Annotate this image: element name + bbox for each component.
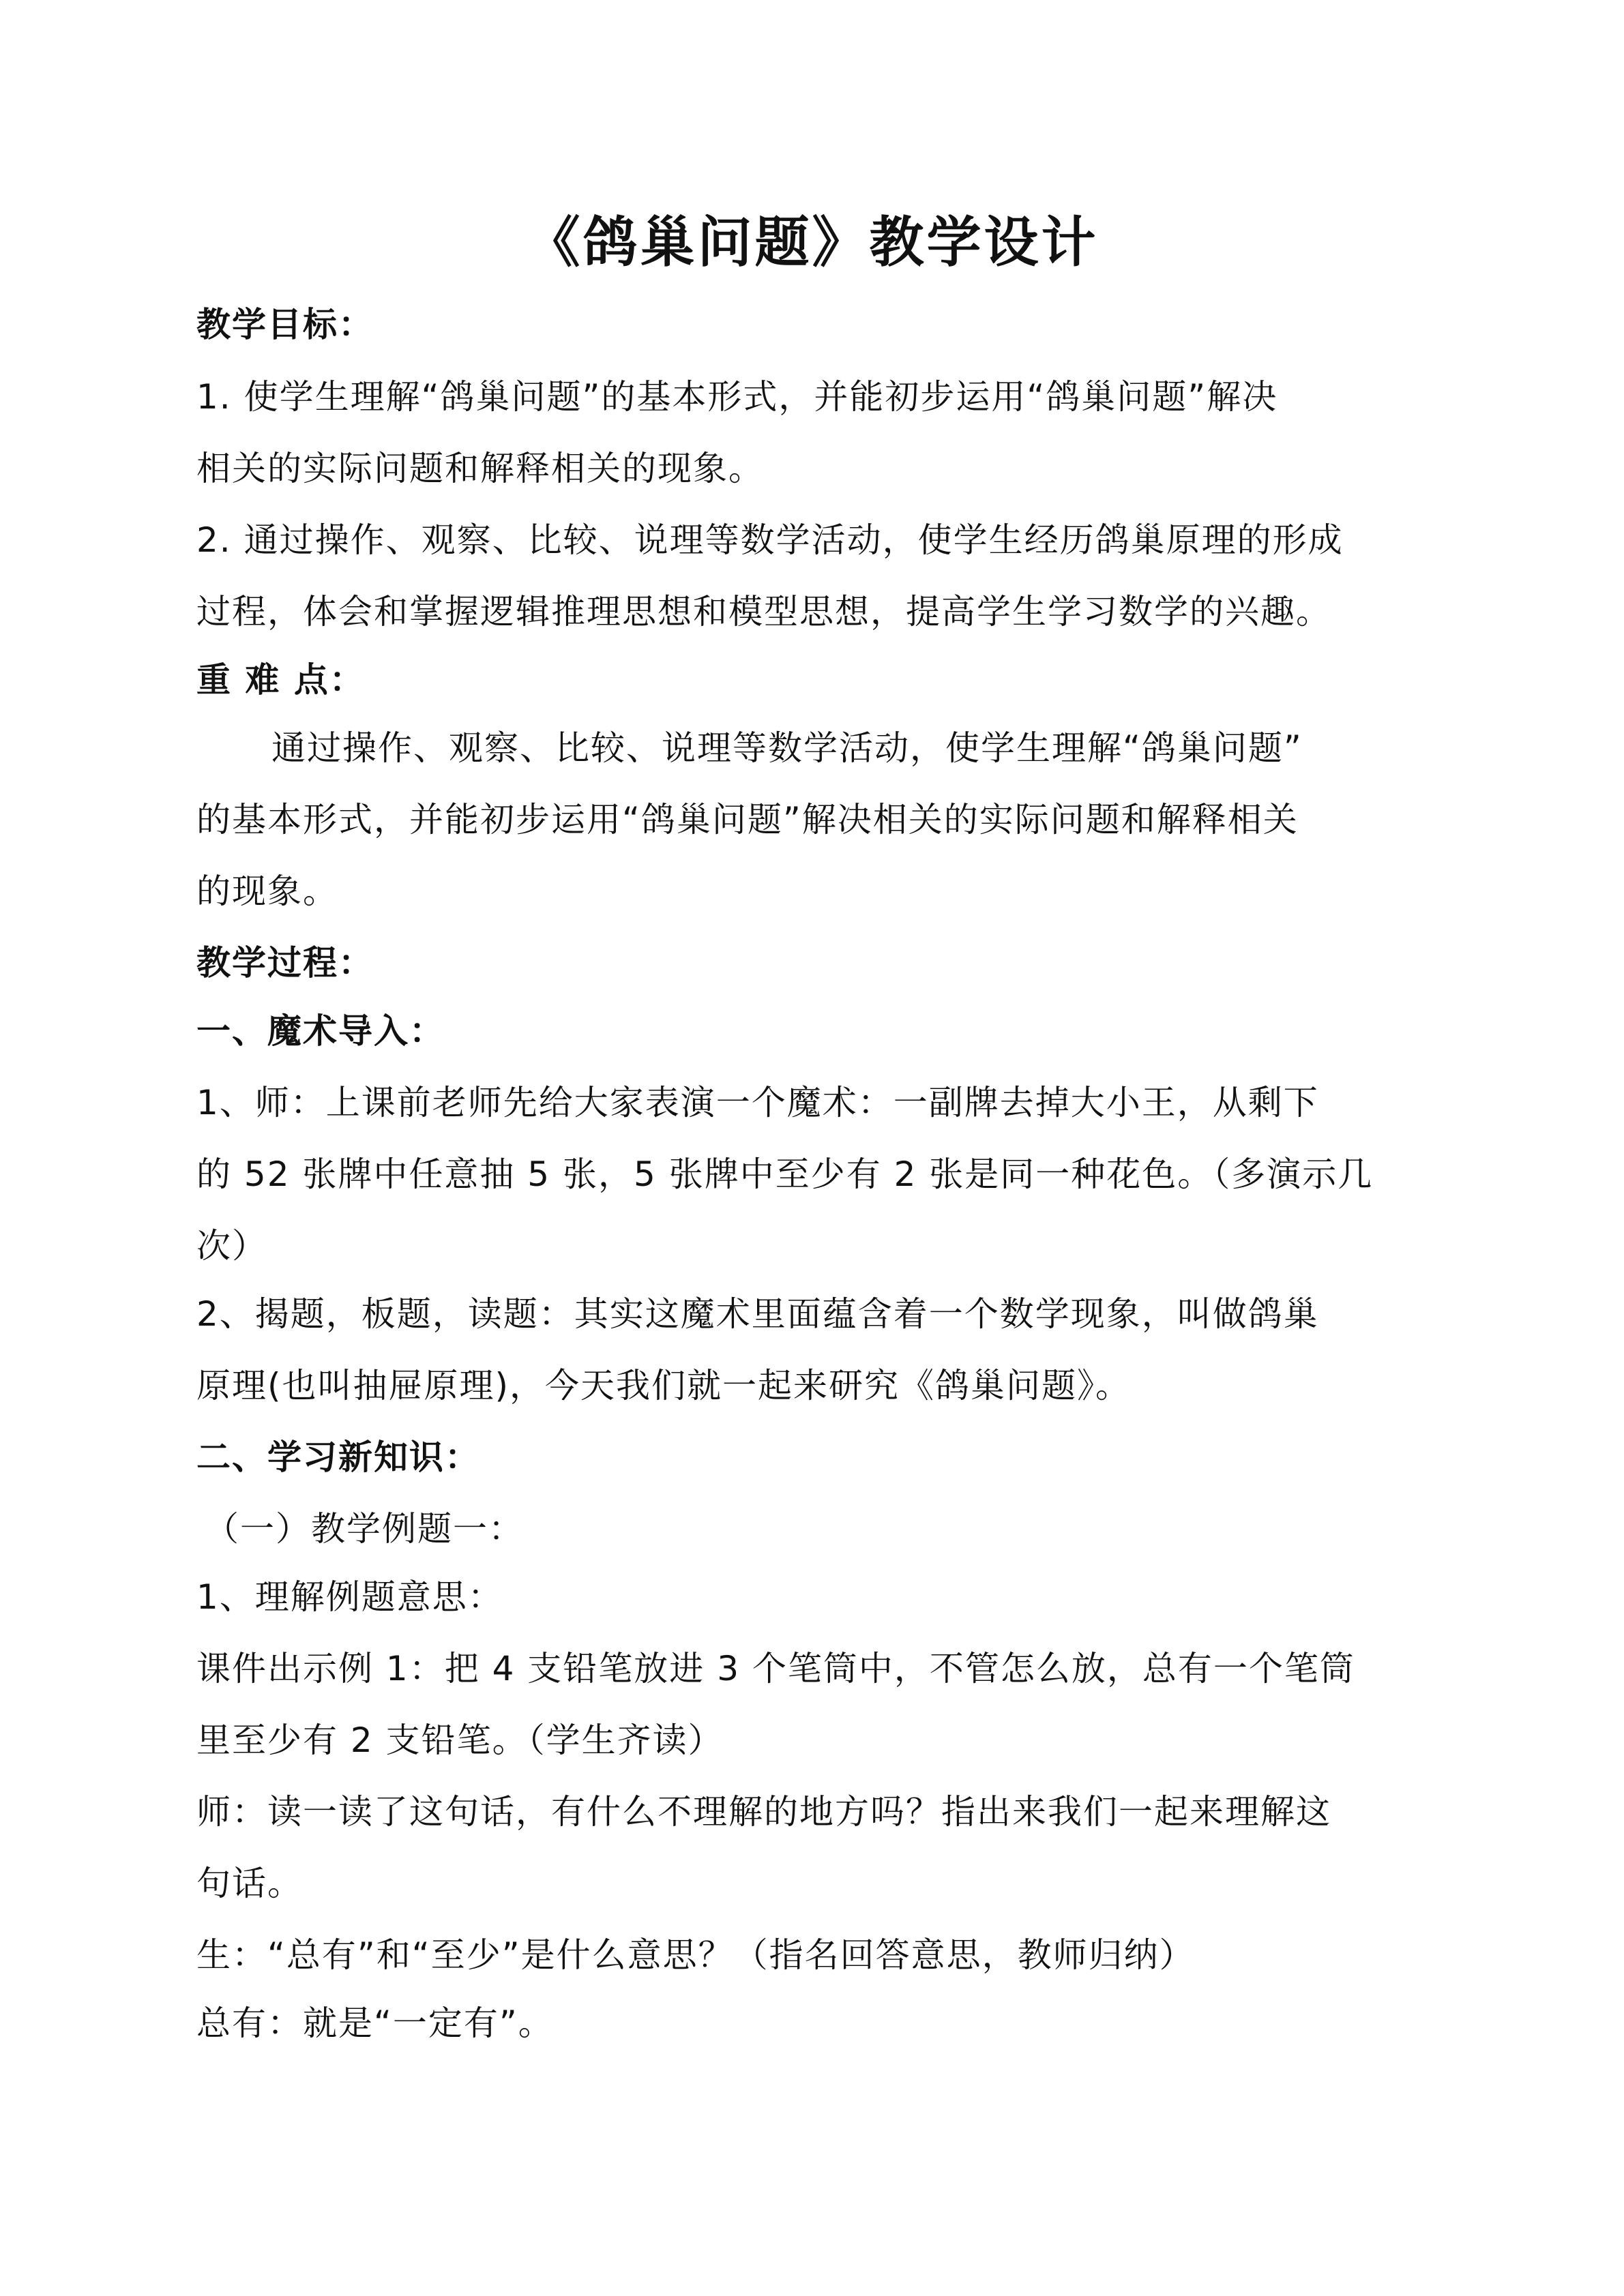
paragraph-line: 原理(也叫抽屉原理)，今天我们就一起来研究《鸽巢问题》。: [196, 1366, 1132, 1405]
paragraph-line: 总有：就是“一定有”。: [196, 2003, 554, 2043]
paragraph-line: 1. 使学生理解“鸽巢问题”的基本形式，并能初步运用“鸽巢问题”解决: [196, 377, 1278, 417]
section-heading-objectives: 教学目标：: [196, 304, 374, 344]
document-title: 《鸽巢问题》教学设计: [525, 210, 1099, 274]
paragraph-line: 相关的实际问题和解释相关的现象。: [196, 449, 764, 488]
paragraph-line: 里至少有 2 支铅笔。（学生齐读）: [196, 1720, 724, 1760]
paragraph-line: 1、理解例题意思：: [196, 1577, 503, 1617]
paragraph-line: 2. 通过操作、观察、比较、说理等数学活动，使学生经历鸽巢原理的形成: [196, 520, 1344, 560]
paragraph-line: 1、师：上课前老师先给大家表演一个魔术：一副牌去掉大小王，从剩下: [196, 1083, 1319, 1122]
paragraph-line: 师：读一读了这句话，有什么不理解的地方吗？指出来我们一起来理解这: [196, 1792, 1331, 1832]
paragraph-line: 生：“总有”和“至少”是什么意思？（指名回答意思，教师归纳）: [196, 1935, 1195, 1975]
paragraph-line: 句话。: [196, 1864, 303, 1903]
subheading-example-one: （一）教学例题一：: [205, 1509, 524, 1549]
section-heading-magic-intro: 一、魔术导入：: [196, 1011, 445, 1051]
section-heading-key-points: 重 难 点：: [196, 659, 365, 700]
paragraph-line: 2、揭题，板题，读题：其实这魔术里面蕴含着一个数学现象，叫做鸽巢: [196, 1294, 1319, 1334]
paragraph-line: 课件出示例 1：把 4 支铅笔放进 3 个笔筒中，不管怎么放，总有一个笔筒: [196, 1649, 1355, 1688]
section-heading-new-knowledge: 二、学习新知识：: [196, 1437, 480, 1477]
paragraph-line: 次）: [196, 1226, 267, 1266]
paragraph-line: 的基本形式，并能初步运用“鸽巢问题”解决相关的实际问题和解释相关: [196, 800, 1299, 839]
paragraph-line: 的 52 张牌中任意抽 5 张，5 张牌中至少有 2 张是同一种花色。（多演示几: [196, 1154, 1374, 1194]
paragraph-line: 通过操作、观察、比较、说理等数学活动，使学生理解“鸽巢问题”: [271, 728, 1303, 768]
paragraph-line: 过程，体会和掌握逻辑推理思想和模型思想，提高学生学习数学的兴趣。: [196, 592, 1331, 631]
section-heading-process: 教学过程：: [196, 942, 374, 983]
paragraph-line: 的现象。: [196, 871, 338, 911]
